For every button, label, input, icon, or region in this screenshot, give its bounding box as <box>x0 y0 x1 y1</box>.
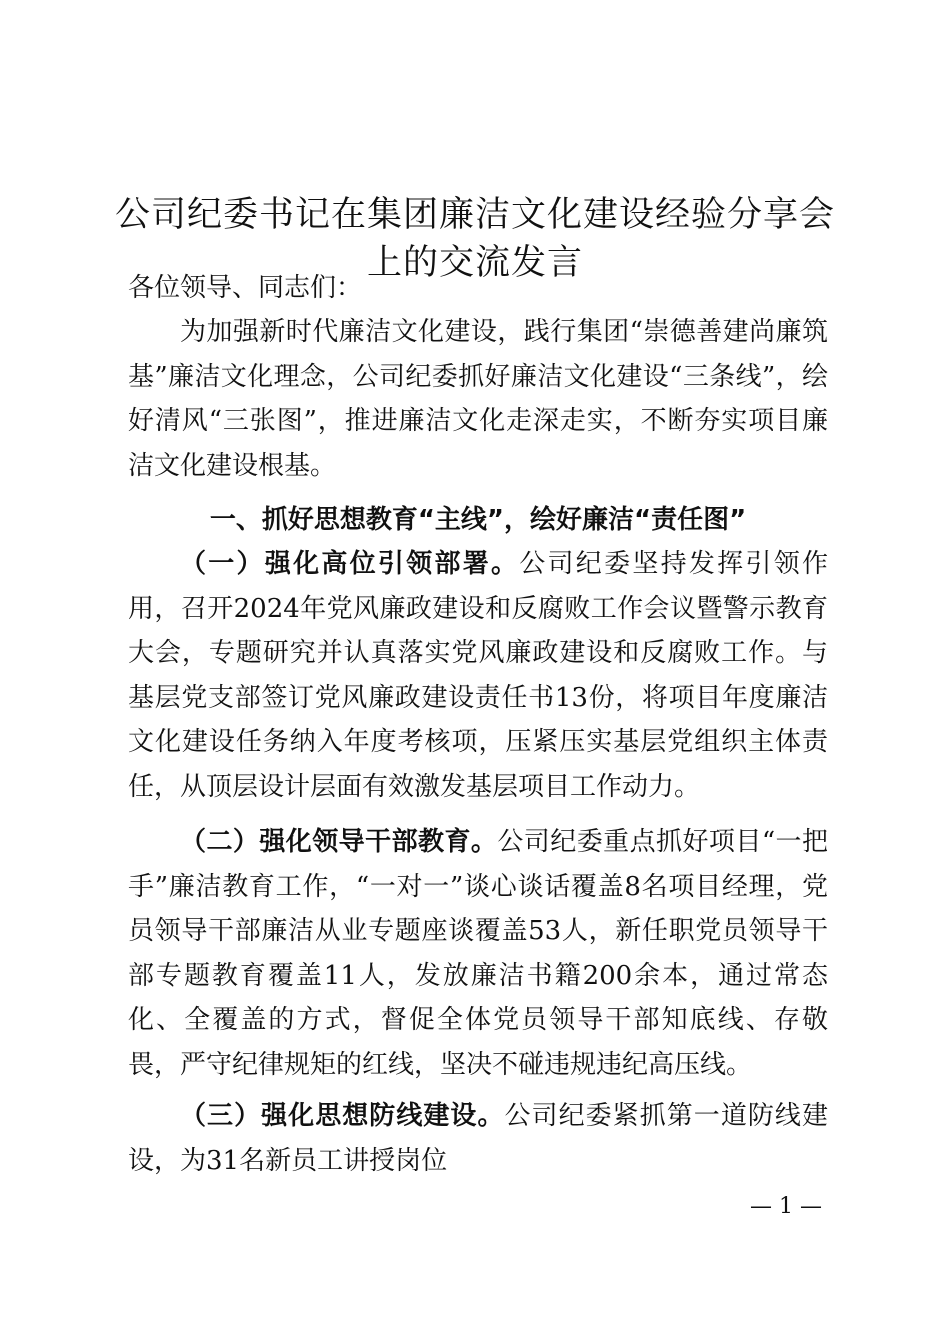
paragraph-1 <box>128 542 828 809</box>
paragraph-3-body: 公司纪委紧抓第一道防线建设，为31名新员工讲授岗位 <box>128 1101 828 1176</box>
document-title: 公司纪委书记在集团廉洁文化建设经验分享会上的交流发言 <box>114 195 835 284</box>
salutation: 各位领导、同志们： <box>128 273 363 303</box>
paragraph-2-lead: （二）强化领导干部教育。 <box>180 827 498 857</box>
section-heading-1: 一、抓好思想教育“主线”，绘好廉洁“责任图” <box>209 505 747 535</box>
page-number: — 1 — <box>750 1194 822 1219</box>
paragraph-3-lead: （三）强化思想防线建设。 <box>180 1101 505 1131</box>
paragraph-2-body: 公司纪委重点抓好项目“一把手”廉洁教育工作，“一对一”谈心谈话覆盖8名项目经理，党员领导干部廉洁从业专题座谈覆盖53人，新任职党员领导干部专题教育覆盖11人，发放廉洁书籍200余本，通过常态化、全覆盖的方式，督促全体党员领导干部知底线、存敬畏，严守纪律规矩的红线，坚决不碰违规违纪高压线。 <box>128 827 828 1080</box>
paragraph-3 <box>128 1094 828 1183</box>
paragraph-1-body: 公司纪委坚持发挥引领作用，召开2024年党风廉政建设和反腐败工作会议暨警示教育大会，专题研究并认真落实党风廉政建设和反腐败工作。与基层党支部签订党风廉政建设责任书13份，将项目年度廉洁文化建设任务纳入年度考核项，压紧压实基层党组织主体责任，从顶层设计层面有效激发基层项目工作动力。 <box>128 549 828 802</box>
intro-paragraph: 为加强新时代廉洁文化建设，践行集团“崇德善建尚廉筑基”廉洁文化理念，公司纪委抓好廉洁文化建设“三条线”，绘好清风“三张图”，推进廉洁文化走深走实，不断夯实项目廉洁文化建设根基。 <box>128 317 828 481</box>
paragraph-2 <box>128 820 828 1087</box>
paragraph-1-lead: （一）强化高位引领部署。 <box>180 549 520 579</box>
